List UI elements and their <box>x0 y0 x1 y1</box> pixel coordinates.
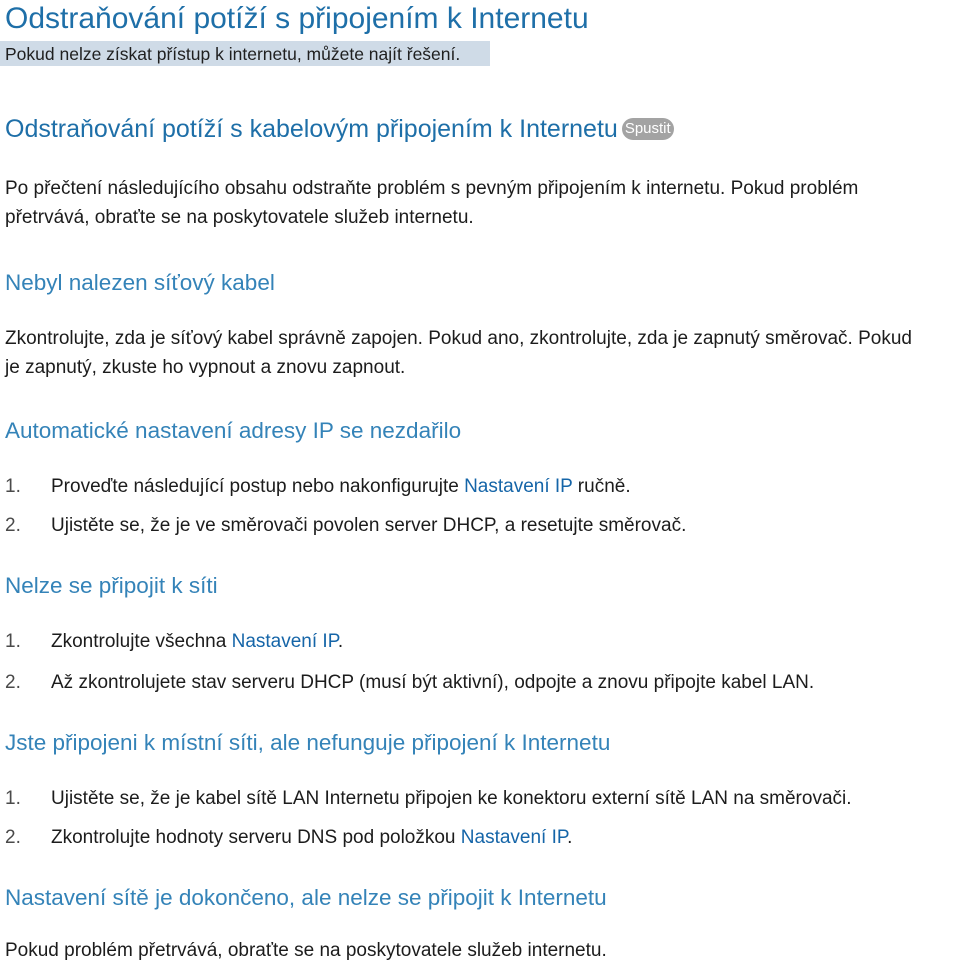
topic-heading-no-cable: Nebyl nalezen síťový kabel <box>5 270 275 295</box>
step-text: Ujistěte se, že je kabel sítě LAN Internetu připojen ke konektoru externí sítě LAN na směrovači. <box>51 788 852 809</box>
run-button[interactable]: Spustit <box>622 118 674 140</box>
list-item <box>5 668 814 697</box>
step-number: 2. <box>5 515 21 536</box>
topic-heading-ip-failed: Automatické nastavení adresy IP se nezdařilo <box>5 418 462 443</box>
section-heading-text: Odstraňování potíží s kabelovým připojením k Internetu <box>5 115 618 143</box>
topic-heading-local-network: Jste připojeni k místní síti, ale nefunguje připojení k Internetu <box>5 730 611 755</box>
step-text-end: . <box>567 827 573 848</box>
step-text: Až zkontrolujete stav serveru DHCP (musí být aktivní), odpojte a znovu připojte kabel LAN. <box>51 672 815 693</box>
page-subtitle: Pokud nelze získat přístup k internetu, můžete najít řešení. <box>5 44 461 64</box>
topic-heading-setup-done: Nastavení sítě je dokončeno, ale nelze se připojit k Internetu <box>5 885 607 910</box>
step-text: Proveďte následující postup nebo nakonfigurujte <box>51 476 465 497</box>
section-intro-line-2: přetrvává, obraťte se na poskytovatele služeb internetu. <box>5 207 474 228</box>
section-intro-line-1: Po přečtení následujícího obsahu odstraňte problém s pevným připojením k internetu. Pokud problém <box>5 178 859 199</box>
list-item <box>5 823 572 852</box>
topic-text-line-2: je zapnutý, zkuste ho vypnout a znovu zapnout. <box>5 357 406 378</box>
ip-settings-link[interactable]: Nastavení IP <box>231 631 338 652</box>
list-item <box>5 627 343 656</box>
section-heading <box>5 113 674 145</box>
step-text: Zkontrolujte všechna <box>51 631 232 652</box>
list-item <box>5 472 631 501</box>
step-text: Ujistěte se, že je ve směrovači povolen server DHCP, a resetujte směrovač. <box>51 515 687 536</box>
topic-text-line-1: Zkontrolujte, zda je síťový kabel správně zapojen. Pokud ano, zkontrolujte, zda je zapnutý směrovač. Pokud <box>5 328 912 349</box>
step-number: 2. <box>5 672 21 693</box>
step-text-end: ručně. <box>572 476 631 497</box>
step-text-end: . <box>337 631 344 652</box>
step-number: 2. <box>5 827 21 848</box>
step-number: 1. <box>5 476 21 497</box>
list-item <box>5 511 686 540</box>
ip-settings-link[interactable]: Nastavení IP <box>464 476 573 497</box>
step-number: 1. <box>5 788 21 809</box>
step-text: Zkontrolujte hodnoty serveru DNS pod položkou <box>51 827 461 848</box>
step-number: 1. <box>5 631 21 652</box>
topic-heading-cannot-connect: Nelze se připojit k síti <box>5 573 218 598</box>
topic-text-line-1: Pokud problém přetrvává, obraťte se na poskytovatele služeb internetu. <box>5 940 607 961</box>
page-title: Odstraňování potíží s připojením k Internetu <box>5 2 589 35</box>
list-item <box>5 784 852 813</box>
ip-settings-link[interactable]: Nastavení IP <box>460 827 568 848</box>
